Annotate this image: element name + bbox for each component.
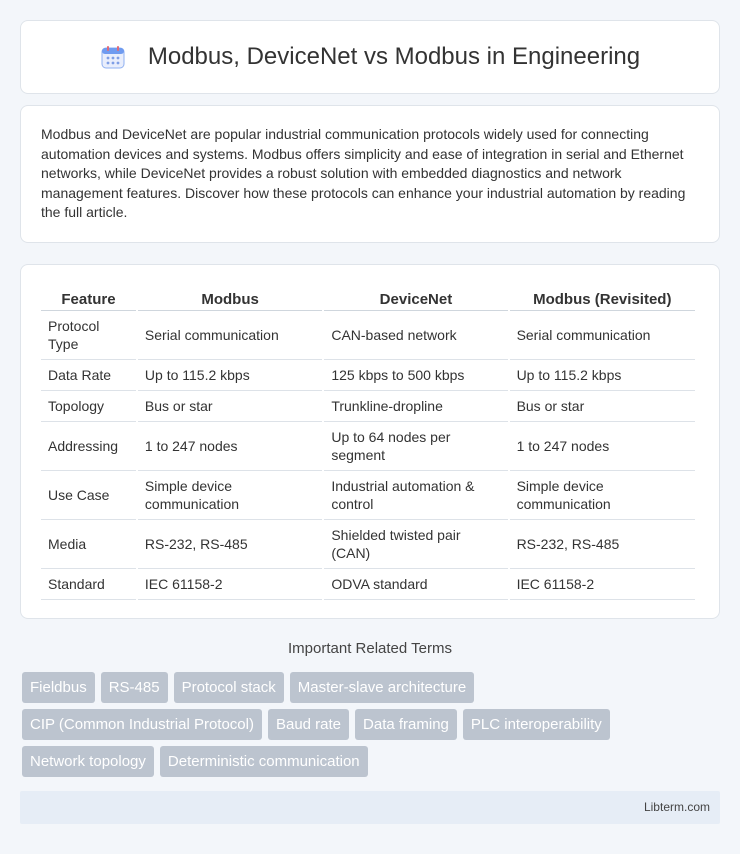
table-cell: Serial communication: [138, 311, 322, 360]
comparison-table-card: [20, 264, 720, 619]
table-header-row: [41, 285, 695, 311]
table-cell: Industrial automation & control: [324, 471, 507, 520]
table-cell: Topology: [41, 391, 136, 422]
table-cell: RS-232, RS-485: [138, 520, 322, 569]
table-cell: Standard: [41, 569, 136, 600]
footer-site-link[interactable]: Libterm.com: [643, 800, 710, 814]
table-cell: 1 to 247 nodes: [138, 422, 322, 471]
table-cell: Bus or star: [138, 391, 322, 422]
table-cell: CAN-based network: [324, 311, 507, 360]
table-cell: Data Rate: [41, 360, 136, 391]
tag-network-topology[interactable]: Network topology: [22, 746, 154, 777]
table-cell: 125 kbps to 500 kbps: [324, 360, 507, 391]
table-cell: Up to 64 nodes per segment: [324, 422, 507, 471]
table-cell: 1 to 247 nodes: [510, 422, 695, 471]
table-cell: Bus or star: [510, 391, 695, 422]
table-cell: RS-232, RS-485: [510, 520, 695, 569]
table-cell: Use Case: [41, 471, 136, 520]
table-row: [41, 422, 695, 471]
tag-data-framing[interactable]: Data framing: [355, 709, 457, 740]
table-row: [41, 520, 695, 569]
tag-baud-rate[interactable]: Baud rate: [268, 709, 349, 740]
table-cell: Trunkline-dropline: [324, 391, 507, 422]
table-cell: Simple device communication: [510, 471, 695, 520]
table-cell: Protocol Type: [41, 311, 136, 360]
table-row: [41, 311, 695, 360]
footer: [20, 791, 720, 824]
column-header-modbus: Modbus: [138, 285, 322, 311]
tag-row: [22, 672, 722, 703]
table-cell: Addressing: [41, 422, 136, 471]
column-header-feature: Feature: [41, 285, 136, 311]
comparison-table: [39, 285, 697, 600]
tag-master-slave-architecture[interactable]: Master-slave architecture: [290, 672, 474, 703]
intro-card: [20, 105, 720, 243]
table-cell: Shielded twisted pair (CAN): [324, 520, 507, 569]
table-cell: IEC 61158-2: [510, 569, 695, 600]
related-terms-tags: [22, 672, 722, 783]
column-header-modbus-revisited: Modbus (Revisited): [510, 285, 695, 311]
calendar-icon: [100, 44, 126, 70]
header-card: [20, 20, 720, 94]
table-cell: Up to 115.2 kbps: [138, 360, 322, 391]
tag-row: [22, 746, 722, 777]
table-cell: Serial communication: [510, 311, 695, 360]
intro-text: Modbus and DeviceNet are popular industrial communication protocols widely used for connecting automation devices and systems. Modbus offers simplicity and ease of integration in serial and Ethernet networks, while DeviceNet provides a robust solution with embedded diagnostics and network management features. Discover how these protocols can enhance your industrial automation by reading the full article.: [41, 126, 686, 220]
tag-cip[interactable]: CIP (Common Industrial Protocol): [22, 709, 262, 740]
table-cell: Media: [41, 520, 136, 569]
tag-deterministic-communication[interactable]: Deterministic communication: [160, 746, 368, 777]
column-header-devicenet: DeviceNet: [324, 285, 507, 311]
title-wrap: [100, 43, 640, 71]
table-cell: IEC 61158-2: [138, 569, 322, 600]
tag-protocol-stack[interactable]: Protocol stack: [174, 672, 284, 703]
page-title: Modbus, DeviceNet vs Modbus in Engineering: [147, 43, 641, 70]
table-cell: Up to 115.2 kbps: [510, 360, 695, 391]
table-cell: Simple device communication: [138, 471, 322, 520]
tag-plc-interoperability[interactable]: PLC interoperability: [463, 709, 610, 740]
tag-fieldbus[interactable]: Fieldbus: [22, 672, 95, 703]
table-cell: ODVA standard: [324, 569, 507, 600]
tag-rs-485[interactable]: RS-485: [101, 672, 168, 703]
table-row: [41, 569, 695, 600]
tag-row: [22, 709, 722, 740]
table-row: [41, 391, 695, 422]
related-terms-title: Important Related Terms: [288, 640, 452, 657]
table-row: [41, 471, 695, 520]
table-row: [41, 360, 695, 391]
